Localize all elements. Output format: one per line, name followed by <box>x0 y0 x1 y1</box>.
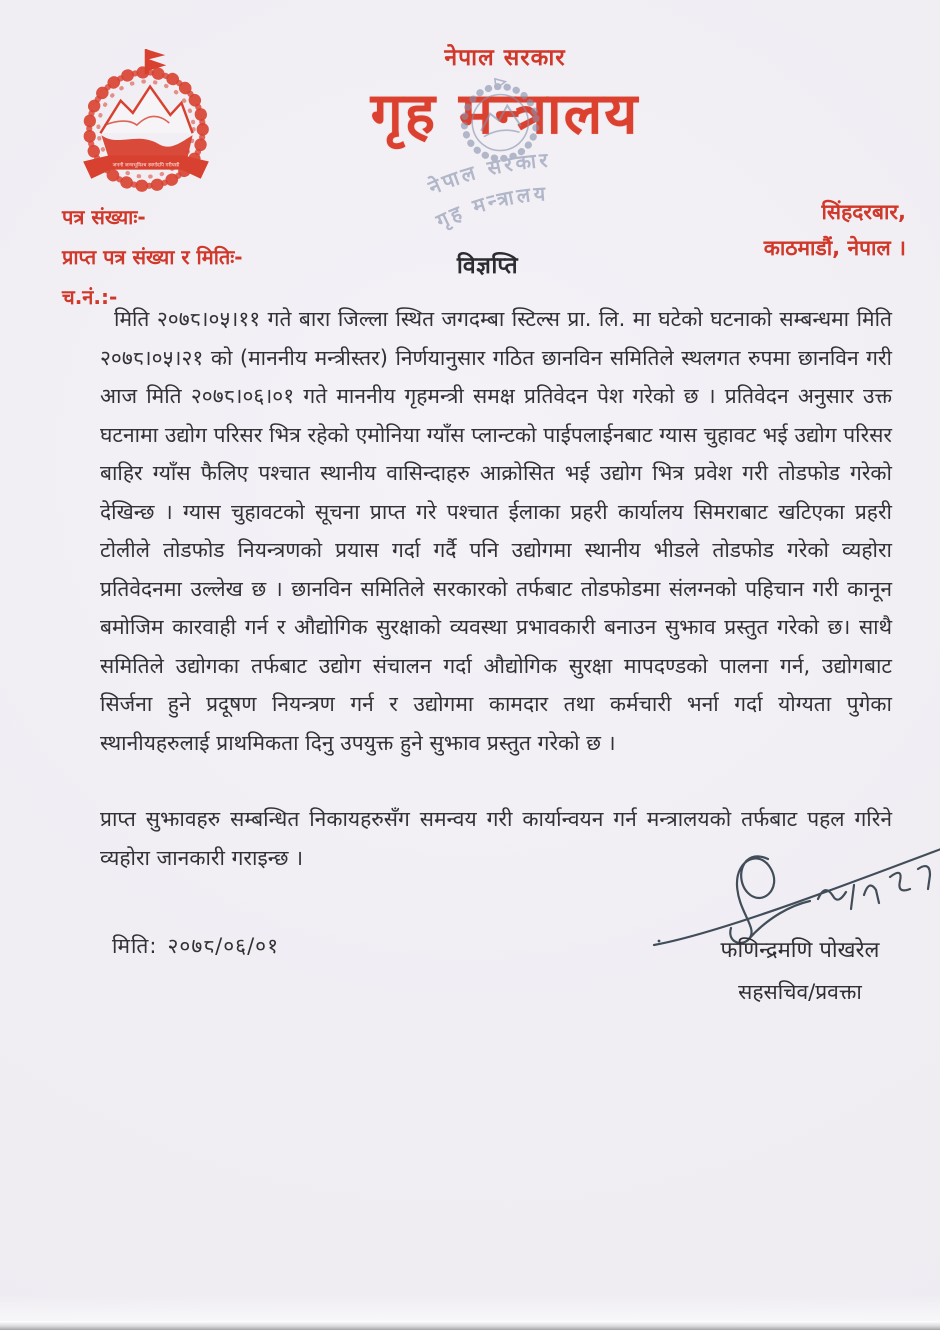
document-title: विज्ञप्ति <box>456 253 519 279</box>
government-name: नेपाल सरकार <box>444 45 566 71</box>
date-label: मिति: <box>112 934 158 958</box>
ministry-stamp-icon <box>393 76 621 246</box>
signatory-block <box>655 936 940 1006</box>
body-paragraph-2: प्राप्त सुझावहरु सम्बन्धित निकायहरुसँग समन्वय गरी कार्यान्वयन गर्न मन्त्रालयको तर्फबाट पहल गरिने व्यहोरा जानकारी गराइन्छ । <box>100 807 892 870</box>
body-paragraph-1: मिति २०७८।०५।११ गते बारा जिल्ला स्थित जगदम्बा स्टिल्स प्रा. लि. मा घटेको घटनाको सम्बन्धमा मिति २०७८।०५।२१ को (माननीय मन्त्रीस्तर) निर्णयानुसार गठित छानविन समितिले स्थलगत रुपमा छानविन गरी आज मिति २०७८।०६।०१ गते माननीय गृहमन्त्री समक्ष प्रतिवेदन पेश गरेको छ । प्रतिवेदन अनुसार उक्त घटनामा उद्योग परिसर भित्र रहेको एमोनिया ग्याँस प्लान्टको पाईपलाईनबाट ग्यास चुहावट भई उद्योग परिसर बाहिर ग्याँस फैलिए पश्चात स्थानीय वासिन्दाहरु आक्रोसित भई उद्योग भित्र प्रवेश गरी तोडफोड गरेको देखिन्छ । ग्यास चुहावटको सूचना प्राप्त गरे पश्चात ईलाका प्रहरी कार्यालय सिमराबाट खटिएका प्रहरी टोलीले तोडफोड नियन्त्रणको प्रयास गर्दा गर्दै पनि उद्योगमा स्थानीय भीडले तोडफोड गरेको व्यहोरा प्रतिवेदनमा उल्लेख छ । छानविन समितिले सरकारको तर्फबाट तोडफोडमा संलग्नको पहिचान गरी कानून बमोजिम कारवाही गर्न र औद्योगिक सुरक्षाको व्यवस्था प्रभावकारी बनाउन सुझाव प्रस्तुत गरेको छ। साथै समितिले उद्योगका तर्फबाट उद्योग संचालन गर्दा औद्योगिक सुरक्षा मापदण्डको पालना गर्न, उद्योगबाट सिर्जना हुने प्रदूषण नियन्त्रण गर्न र उद्योगमा कामदार तथा कर्मचारी भर्ना गर्दा योग्यता पुगेका स्थानीयहरुलाई प्राथमिकता दिनु उपयुक्त हुने सुझाव प्रस्तुत गरेको छ । <box>100 307 892 755</box>
scan-edge <box>0 1321 940 1330</box>
date-value: २०७८/०६/०१ <box>167 934 279 958</box>
emblem-motto: जननी जन्मभूमिश्च स्वर्गादपि गरीयसी <box>112 162 180 169</box>
scan-glow <box>0 1295 940 1321</box>
signatory-designation: सहसचिव/प्रवक्ता <box>738 980 862 1004</box>
letter-number-label: पत्र संख्याः- <box>62 205 146 229</box>
signatory-name: फणिन्द्रमणि पोखरेल <box>720 938 880 963</box>
address-line-2: काठमाडौं, नेपाल । <box>763 236 906 260</box>
address-line-1: सिंहदरबार, <box>821 200 906 224</box>
received-letter-label: प्राप्त पत्र संख्या र मितिः- <box>62 245 243 269</box>
ministry-name: गृह मन्त्रालय <box>370 81 640 147</box>
stamp-text-line1: नेपाल सरकार <box>424 147 552 200</box>
letter-date <box>112 932 279 960</box>
dispatch-number-label: च.नं.:- <box>62 285 118 309</box>
letter-body <box>100 300 892 915</box>
stamp-text-line2: गृह मन्त्रालय <box>432 181 549 233</box>
